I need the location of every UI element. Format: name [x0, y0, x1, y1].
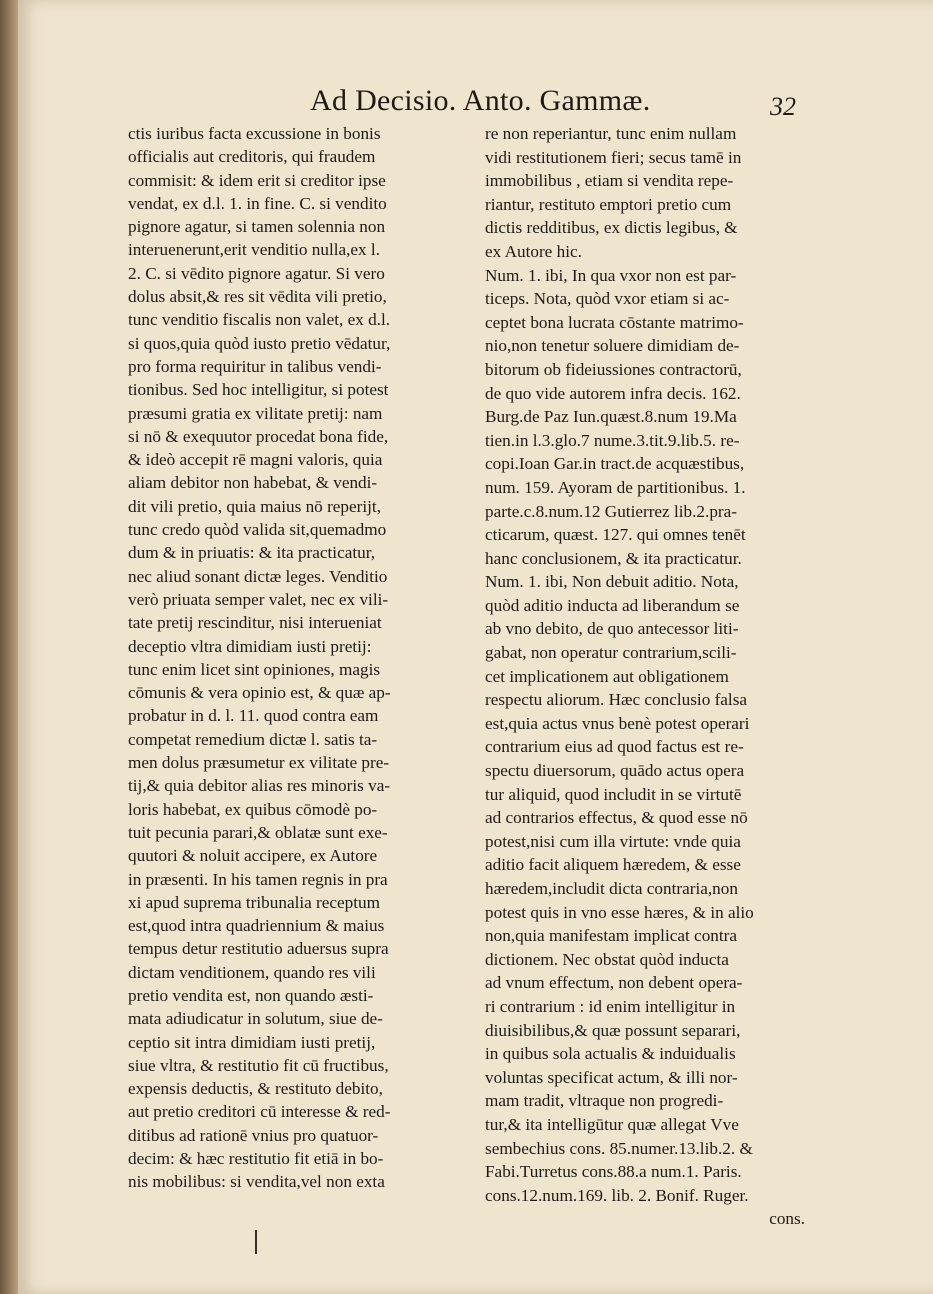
text-line: ctis iuribus facta excussione in bonis — [128, 124, 381, 143]
text-line: in præsenti. In his tamen regnis in pra — [128, 869, 388, 889]
text-line: ex Autore hic. — [485, 241, 582, 261]
text-line: verò priuata semper valet, nec ex vili- — [128, 589, 389, 609]
text-line: cons. — [769, 1209, 805, 1229]
text-line: interuenerunt,erit venditio nulla,ex l. — [128, 240, 381, 260]
text-line: mata adiudicatur in solutum, siue de- — [128, 1009, 383, 1029]
text-line: non,quia manifestam implicat contra — [485, 926, 738, 946]
text-line: re non reperiantur, tunc enim nullam — [485, 124, 737, 143]
text-line: dictam venditionem, quando res vili — [128, 962, 376, 982]
text-line: dictis redditibus, ex dictis legibus, & — [485, 218, 738, 238]
text-line: de quo vide autorem infra decis. 162. — [485, 383, 741, 403]
text-line: cōmunis & vera opinio est, & quæ ap- — [128, 683, 391, 703]
text-line: voluntas specificat actum, & illi nor- — [485, 1067, 738, 1087]
text-line: cons.12.num.169. lib. 2. Bonif. Ruger. — [485, 1185, 749, 1205]
text-line: ceptet bona lucrata cōstante matrimo- — [485, 312, 744, 332]
text-line: nis mobilibus: si vendita,vel non exta — [128, 1172, 385, 1192]
text-line: Fabi.Turretus cons.88.a num.1. Paris. — [485, 1162, 742, 1182]
text-line: Num. 1. ibi, In qua vxor non est par- — [485, 265, 737, 285]
text-line: quutori & noluit accipere, ex Autore — [128, 846, 378, 866]
text-line: pretio vendita est, non quando æsti- — [128, 985, 374, 1005]
text-line: est,quia actus vnus benè potest operari — [485, 713, 750, 733]
text-line: tionibus. Sed hoc intelligitur, si potest — [128, 380, 389, 400]
text-line: pignore agatur, si tamen solennia non — [128, 217, 386, 237]
text-line: tunc enim licet sint opiniones, magis — [128, 659, 381, 679]
text-line: officialis aut creditoris, qui fraudem — [128, 147, 376, 167]
text-line: dit vili pretio, quia maius nō reperijt, — [128, 496, 381, 516]
text-line: immobilibus , etiam si vendita repe- — [485, 171, 734, 191]
text-line: diuisibilibus,& quæ possunt separari, — [485, 1020, 741, 1040]
right-text-column — [485, 122, 805, 1231]
text-line: probatur in d. l. 11. quod contra eam — [128, 706, 379, 726]
text-line: est,quod intra quadriennium & maius — [128, 916, 385, 936]
text-line: nec aliud sonant dictæ leges. Venditio — [128, 566, 388, 586]
text-line: nio,non tenetur soluere dimidiam de- — [485, 336, 740, 356]
text-line: dum & in priuatis: & ita practicatur, — [128, 543, 376, 563]
ink-mark — [255, 1230, 257, 1254]
text-line: tunc credo quòd valida sit,quemadmo — [128, 520, 387, 540]
text-line: vidi restitutionem fieri; secus tamē in — [485, 147, 742, 167]
text-line: Burg.de Paz Iun.quæst.8.num 19.Ma — [485, 407, 737, 427]
text-line: deceptio vltra dimidiam iusti pretij: — [128, 636, 372, 656]
text-line: bitorum ob fideiussiones contractorū, — [485, 359, 742, 379]
text-line: decim: & hæc restitutio fit etiā in bo- — [128, 1149, 384, 1169]
text-line: potest,nisi cum illa virtute: vnde quia — [485, 831, 741, 851]
text-line: commisit: & idem erit si creditor ipse — [128, 170, 386, 190]
text-line: tien.in l.3.glo.7 nume.3.tit.9.lib.5. re- — [485, 430, 740, 450]
text-line: aut pretio creditori cū interesse & red- — [128, 1102, 391, 1122]
text-line: sembechius cons. 85.numer.13.lib.2. & — [485, 1138, 753, 1158]
text-line: tuit pecunia parari,& oblatæ sunt exe- — [128, 822, 388, 842]
text-line: hanc conclusionem, & ita practicatur. — [485, 548, 742, 568]
text-line: si quos,quia quòd iusto pretio vēdatur, — [128, 333, 391, 353]
running-header: Ad Decisio. Anto. Gammæ. — [310, 84, 651, 117]
text-line: ad vnum effectum, non debent opera- — [485, 973, 743, 993]
text-line: aditio facit aliquem hæredem, & esse — [485, 855, 741, 875]
text-line: copi.Ioan Gar.in tract.de acquæstibus, — [485, 454, 745, 474]
text-line: præsumi gratia ex vilitate pretij: nam — [128, 403, 383, 423]
text-line: mam tradit, vltraque non progredi- — [485, 1091, 724, 1111]
text-line: Num. 1. ibi, Non debuit aditio. Nota, — [485, 572, 739, 592]
text-line: in quibus sola actualis & induidualis — [485, 1044, 736, 1064]
text-line: ab vno debito, de quo antecessor liti- — [485, 619, 739, 639]
text-line: ad contrarios effectus, & quod esse nō — [485, 808, 748, 828]
text-line: tur,& ita intelligūtur quæ allegat Vve — [485, 1114, 739, 1134]
text-line: competat remedium dictæ l. satis ta- — [128, 729, 378, 749]
text-line: tunc venditio fiscalis non valet, ex d.l. — [128, 310, 391, 330]
text-line: ri contrarium : id enim intelligitur in — [485, 996, 736, 1016]
text-line: dolus absit,& res sit vēdita vili pretio, — [128, 287, 387, 307]
text-line: dictionem. Nec obstat quòd inducta — [485, 949, 729, 969]
page-number: 32 — [770, 92, 796, 121]
text-line: tate pretij rescinditur, nisi interueniat — [128, 613, 382, 633]
text-line: contrarium eius ad quod factus est re- — [485, 737, 744, 757]
text-line: & ideò accepit rē magni valoris, quia — [128, 450, 383, 470]
text-line: pro forma requiritur in talibus vendi- — [128, 356, 382, 376]
text-line: tempus detur restitutio aduersus supra — [128, 939, 389, 959]
left-text-column — [128, 122, 458, 1194]
text-line: respectu aliorum. Hæc conclusio falsa — [485, 690, 748, 710]
book-gutter — [0, 0, 18, 1294]
text-line: xi apud suprema tribunalia receptum — [128, 892, 380, 912]
text-line: tij,& quia debitor alias res minoris va- — [128, 776, 391, 796]
text-line: gabat, non operatur contrarium,scili- — [485, 643, 737, 663]
text-line: loris habebat, ex quibus cōmodè po- — [128, 799, 378, 819]
text-line: ceptio sit intra dimidiam iusti pretij, — [128, 1032, 376, 1052]
text-line: cet implicationem aut obligationem — [485, 666, 729, 686]
text-line: aliam debitor non habebat, & vendi- — [128, 473, 378, 493]
text-line: parte.c.8.num.12 Gutierrez lib.2.pra- — [485, 501, 737, 521]
text-line: spectu diuersorum, quādo actus opera — [485, 761, 745, 781]
text-line: num. 159. Ayoram de partitionibus. 1. — [485, 477, 746, 497]
text-line: 2. C. si vēdito pignore agatur. Si vero — [128, 263, 385, 283]
text-line: tur aliquid, quod includit in se virtutē — [485, 784, 742, 804]
text-line: men dolus præsumetur ex vilitate pre- — [128, 753, 390, 773]
text-line: siue vltra, & restitutio fit cū fructibus, — [128, 1055, 389, 1075]
text-line: ticeps. Nota, quòd vxor etiam si ac- — [485, 289, 730, 309]
text-line: si nō & exequutor procedat bona fide, — [128, 426, 389, 446]
text-line: cticarum, quæst. 127. qui omnes tenēt — [485, 525, 746, 545]
text-line: potest quis in vno esse hæres, & in alio — [485, 902, 754, 922]
text-line: vendat, ex d.l. 1. in fine. C. si vendito — [128, 193, 387, 213]
text-line: riantur, restituto emptori pretio cum — [485, 194, 732, 214]
text-line: quòd aditio inducta ad liberandum se — [485, 595, 740, 615]
text-line: ditibus ad rationē vnius pro quatuor- — [128, 1125, 379, 1145]
text-line: expensis deductis, & restituto debito, — [128, 1079, 383, 1099]
text-line: hæredem,includit dicta contraria,non — [485, 879, 738, 898]
